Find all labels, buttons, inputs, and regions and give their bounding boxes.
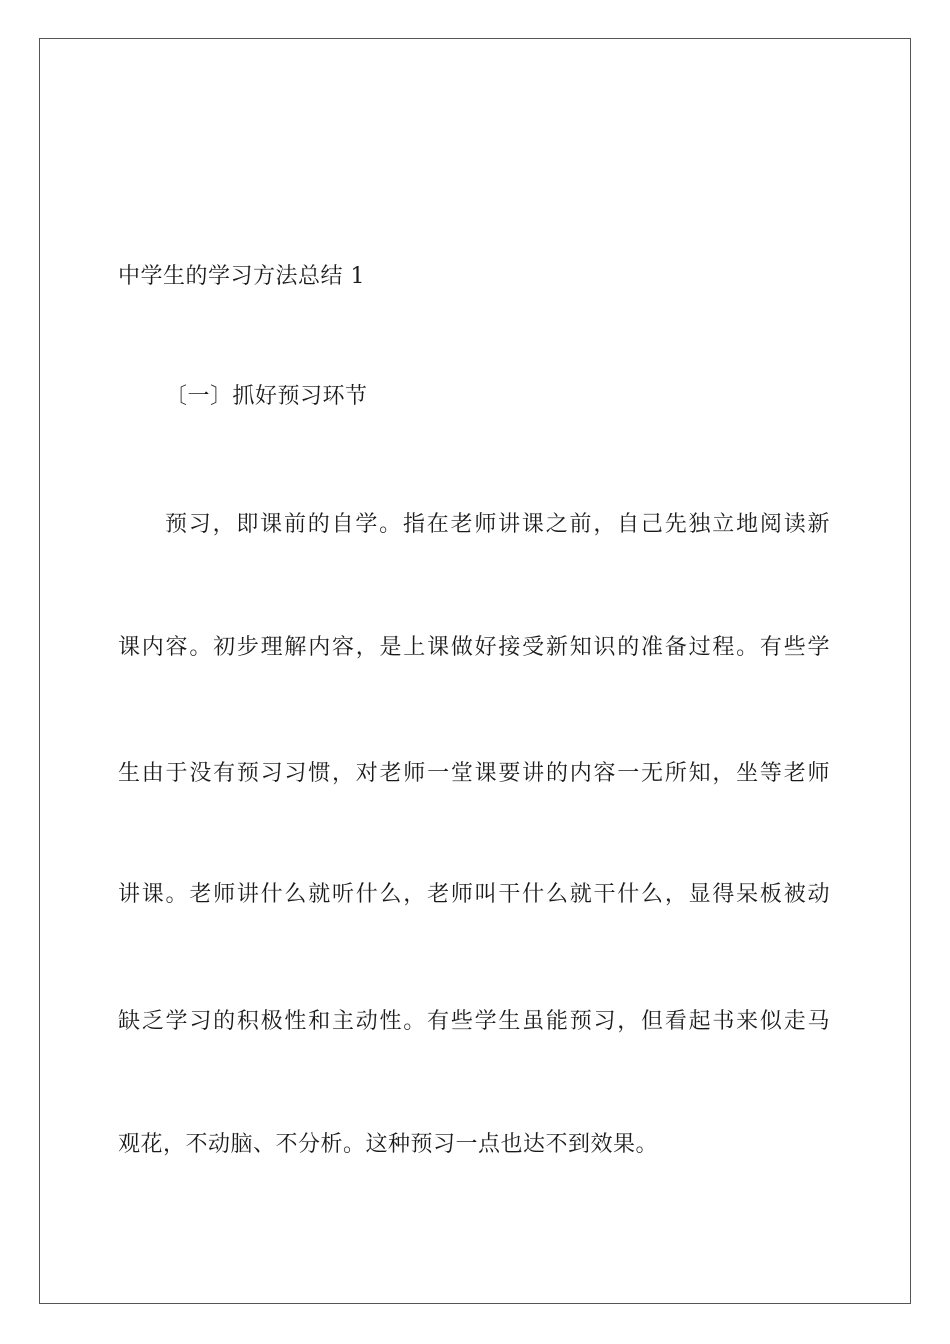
paragraph-line-2: 课内容。初步理解内容，是上课做好接受新知识的准备过程。有些学: [118, 635, 830, 660]
paragraph-line-5: 缺乏学习的积极性和主动性。有些学生虽能预习，但看起书来似走马: [118, 1009, 830, 1034]
paragraph-line-3: 生由于没有预习习惯，对老师一堂课要讲的内容一无所知，坐等老师: [118, 761, 830, 786]
section-heading: 〔一〕抓好预习环节: [165, 384, 368, 409]
page-border: [39, 38, 911, 1304]
document-title: 中学生的学习方法总结 1: [118, 264, 365, 289]
paragraph-line-1: 预习，即课前的自学。指在老师讲课之前，自己先独立地阅读新: [165, 512, 830, 537]
paragraph-line-6: 观花，不动脑、不分析。这种预习一点也达不到效果。: [118, 1132, 659, 1157]
paragraph-line-4: 讲课。老师讲什么就听什么，老师叫干什么就干什么，显得呆板被动: [118, 882, 830, 907]
